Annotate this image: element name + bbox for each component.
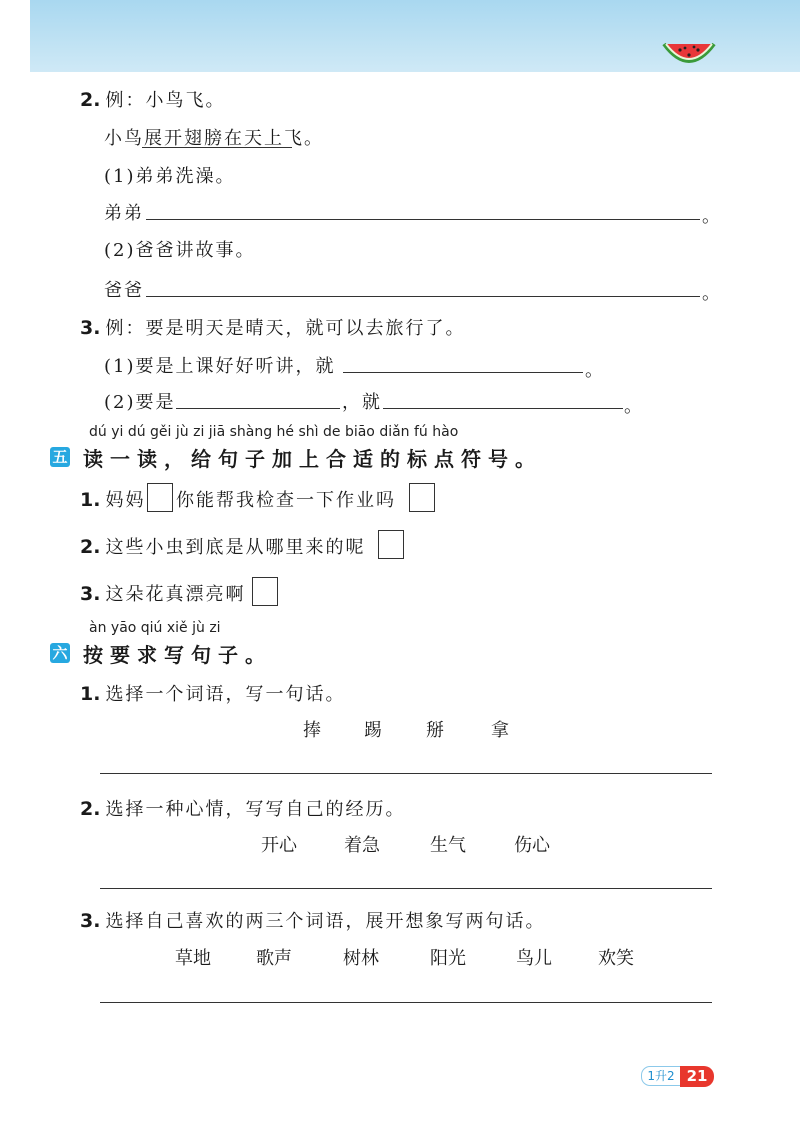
q2-heading — [80, 86, 226, 112]
answer-line-q2-2[interactable] — [146, 296, 700, 297]
q3-number: 3. — [80, 317, 101, 339]
answer-line-s6-1[interactable] — [100, 773, 712, 774]
word-choice: 踢 — [364, 720, 382, 741]
q2-item2: (2)爸爸讲故事。 — [104, 240, 256, 261]
section6-title: 按要求写句子。 — [83, 643, 272, 667]
q2-number: 2. — [80, 89, 101, 111]
sentence-text: 这些小虫到底是从哪里来的呢 — [105, 537, 366, 558]
item-number: 3. — [80, 583, 101, 605]
word-choice: 伤心 — [514, 835, 550, 856]
q3-item2-b: ，就 — [342, 392, 382, 413]
s5-item-1 — [80, 486, 146, 512]
word-choice: 欢笑 — [598, 948, 634, 969]
answer-line-q3-2b[interactable] — [383, 408, 623, 409]
period: 。 — [624, 396, 644, 417]
q2-item2-prefix: 爸爸 — [104, 280, 144, 301]
answer-line-q3-2a[interactable] — [176, 408, 340, 409]
punctuation-box[interactable] — [378, 530, 404, 559]
answer-line-q2-1[interactable] — [146, 219, 700, 220]
word-choice: 歌声 — [256, 948, 292, 969]
s6-q2-heading — [80, 795, 406, 821]
question-text: 选择自己喜欢的两三个词语，展开想象写两句话。 — [105, 911, 546, 932]
section6-badge: 六 — [50, 643, 70, 663]
page-number: 21 — [680, 1066, 714, 1087]
period: 。 — [702, 206, 722, 227]
q3-heading — [80, 314, 466, 340]
answer-line-q3-1[interactable] — [343, 372, 583, 373]
q2-example-answer: 小鸟展开翅膀在天上飞。 — [104, 128, 324, 149]
section5-title: 读一读，给句子加上合适的标点符号。 — [83, 447, 542, 471]
period: 。 — [585, 360, 605, 381]
q2-item1-prefix: 弟弟 — [104, 203, 144, 224]
q3-item1: (1)要是上课好好听讲，就 — [104, 356, 336, 377]
word-choice: 拿 — [491, 720, 509, 741]
word-choice: 树林 — [343, 948, 379, 969]
s6-q1-heading — [80, 680, 346, 706]
word-choice: 开心 — [261, 835, 297, 856]
q2-example: 例：小鸟飞。 — [105, 90, 226, 111]
word-choice: 掰 — [426, 720, 444, 741]
word-choice: 生气 — [430, 835, 466, 856]
punctuation-box[interactable] — [252, 577, 278, 606]
word-choice: 着急 — [344, 835, 380, 856]
word-choice: 捧 — [303, 720, 321, 741]
question-text: 选择一种心情，写写自己的经历。 — [105, 799, 406, 820]
q3-example: 例：要是明天是晴天，就可以去旅行了。 — [105, 318, 466, 339]
item-number: 1. — [80, 683, 101, 705]
punctuation-box[interactable] — [409, 483, 435, 512]
s5-item-2 — [80, 533, 366, 559]
sentence-text: 你能帮我检查一下作业吗 — [176, 490, 396, 511]
section5-pinyin: dú yi dú gěi jù zi jiā shàng hé shì de biāo diǎn fú hào — [89, 424, 459, 440]
item-number: 1. — [80, 489, 101, 511]
word-choice: 鸟儿 — [516, 948, 552, 969]
answer-line-s6-2[interactable] — [100, 888, 712, 889]
period: 。 — [702, 283, 722, 304]
s6-q3-heading — [80, 907, 546, 933]
sentence-text: 这朵花真漂亮啊 — [105, 584, 246, 605]
answer-line-s6-3[interactable] — [100, 1002, 712, 1003]
q2-item1: (1)弟弟洗澡。 — [104, 166, 236, 187]
q3-item2-a: (2)要是 — [104, 392, 176, 413]
punctuation-box[interactable] — [147, 483, 173, 512]
word-choice: 阳光 — [430, 948, 466, 969]
watermelon-icon — [660, 30, 718, 72]
grade-label: 1升2 — [641, 1066, 681, 1086]
item-number: 2. — [80, 798, 101, 820]
item-number: 2. — [80, 536, 101, 558]
sentence-text: 妈妈 — [105, 490, 146, 511]
word-choice: 草地 — [175, 948, 211, 969]
s5-item-3 — [80, 580, 246, 606]
section5-badge: 五 — [50, 447, 70, 467]
example-underline — [142, 147, 292, 148]
question-text: 选择一个词语，写一句话。 — [105, 684, 346, 705]
item-number: 3. — [80, 910, 101, 932]
left-margin — [0, 0, 30, 1130]
section6-pinyin: àn yāo qiú xiě jù zi — [89, 620, 221, 636]
